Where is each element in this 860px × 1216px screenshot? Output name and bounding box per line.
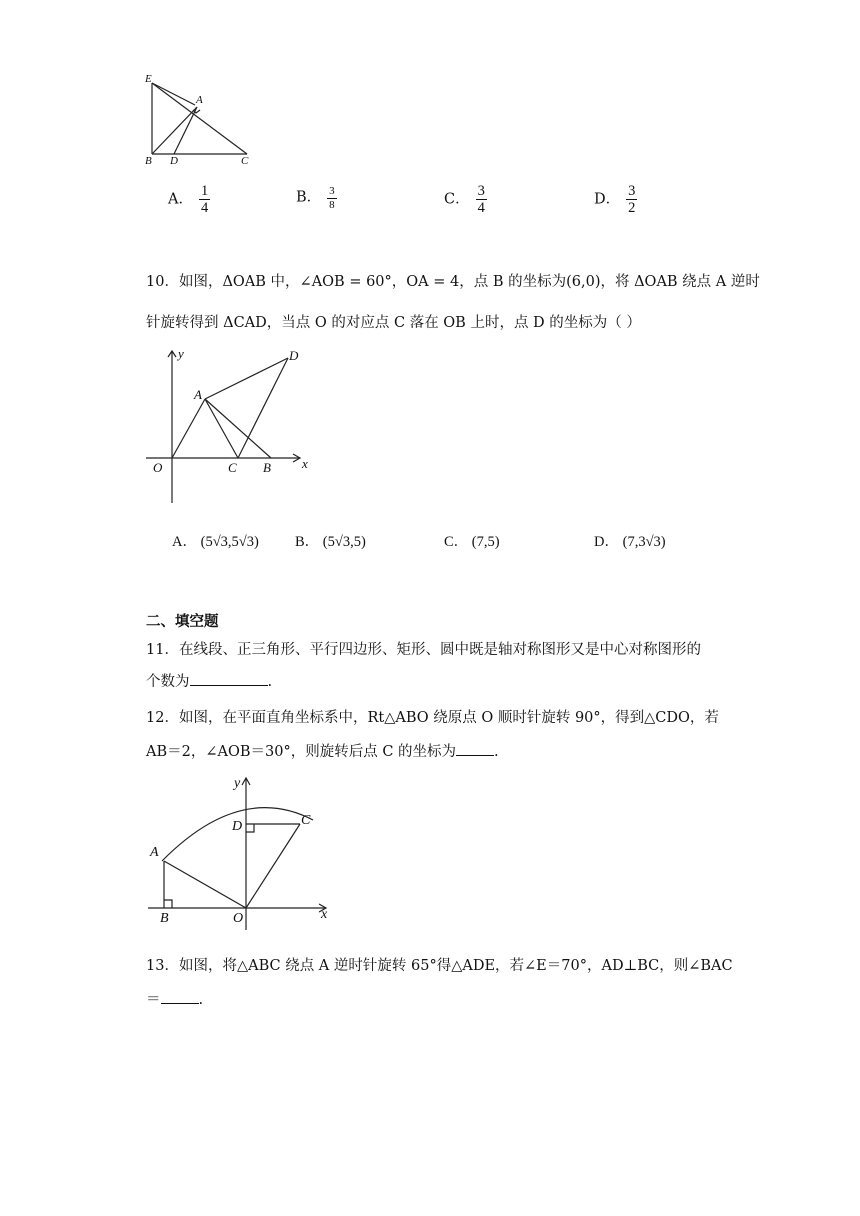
label-y: y	[234, 776, 241, 791]
label-d: D	[232, 819, 243, 834]
label-o: O	[233, 911, 244, 926]
label-b: B	[145, 155, 152, 167]
q10-option-b	[295, 530, 366, 551]
q13-line-2-end: .	[198, 992, 204, 1008]
label-b: B	[263, 460, 271, 475]
option-value: (5√3,5√3)	[200, 534, 259, 550]
figure-q10	[146, 345, 316, 505]
option-value: (5√3,5)	[322, 534, 366, 550]
q11-line-1: 11．在线段、正三角形、平行四边形、矩形、圆中既是轴对称图形又是中心对称图形的	[146, 642, 701, 658]
q9-option-b	[296, 185, 337, 212]
fraction: $\frac{3}{2}$	[628, 183, 636, 216]
figure-q12	[140, 772, 340, 932]
answer-blank[interactable]	[161, 991, 199, 1004]
label-x: x	[302, 456, 308, 471]
q10-option-c	[444, 530, 500, 551]
option-letter: D．	[594, 191, 621, 208]
q11-line-2-end: .	[267, 674, 273, 690]
q13-line-2-text: ＝	[146, 992, 161, 1008]
q11-line-2	[146, 670, 272, 691]
q13-line-2	[146, 988, 203, 1009]
option-letter: A．	[168, 191, 193, 208]
fraction: $\frac{3}{4}$	[477, 183, 485, 216]
label-b: B	[160, 911, 169, 926]
q10-option-a	[172, 530, 259, 551]
fraction: $\frac{3}{8}$	[329, 185, 335, 211]
label-o: O	[153, 460, 163, 475]
label-e: E	[145, 73, 152, 85]
q9-option-d	[594, 183, 637, 216]
answer-blank[interactable]	[456, 743, 494, 756]
label-c: C	[228, 460, 237, 475]
option-letter: D．	[594, 534, 619, 550]
section-title: 二、填空题	[146, 613, 219, 630]
fraction: $\frac{1}{4}$	[200, 183, 209, 216]
option-letter: C．	[444, 534, 469, 550]
q9-option-c	[444, 183, 487, 216]
figure-q9	[140, 70, 260, 170]
q12-line-1: 12．如图，在平面直角坐标系中，Rt△ABO 绕原点 O 顺时针旋转 90°，得到△CDO，若	[146, 710, 719, 726]
q10-option-d	[594, 530, 666, 551]
q12-line-2	[146, 740, 499, 761]
option-letter: B．	[295, 534, 320, 550]
label-d: D	[289, 348, 299, 363]
label-x: x	[321, 907, 328, 922]
option-value: (7,5)	[471, 534, 500, 550]
label-c: C	[241, 155, 249, 167]
q12-line-2-text: AB＝2，∠AOB＝30°，则旋转后点 C 的坐标为	[146, 744, 457, 760]
label-y: y	[178, 346, 184, 361]
q10-line-1: 10．如图，ΔOAB 中，∠AOB = 60°，OA = 4，点 B 的坐标为(6,0)，将 ΔOAB 绕点 A 逆时	[146, 274, 760, 290]
option-letter: C．	[444, 191, 470, 208]
option-letter: A．	[172, 534, 197, 550]
option-letter: B．	[296, 189, 322, 206]
label-d: D	[170, 155, 178, 167]
q13-line-1: 13．如图，将△ABC 绕点 A 逆时针旋转 65°得△ADE，若∠E＝70°，AD⊥BC，则∠BAC	[146, 958, 733, 974]
answer-blank[interactable]	[190, 673, 268, 686]
q12-line-2-end: .	[494, 744, 499, 760]
q11-line-2-text: 个数为	[146, 674, 190, 690]
label-a: A	[150, 845, 159, 860]
option-value: (7,3√3)	[622, 534, 666, 550]
label-a: A	[196, 94, 203, 106]
q10-line-2: 针旋转得到 ΔCAD，当点 O 的对应点 C 落在 OB 上时，点 D 的坐标为（ ）	[146, 315, 641, 331]
q9-option-a	[168, 183, 210, 216]
label-a: A	[194, 387, 202, 402]
label-c: C	[301, 813, 311, 828]
